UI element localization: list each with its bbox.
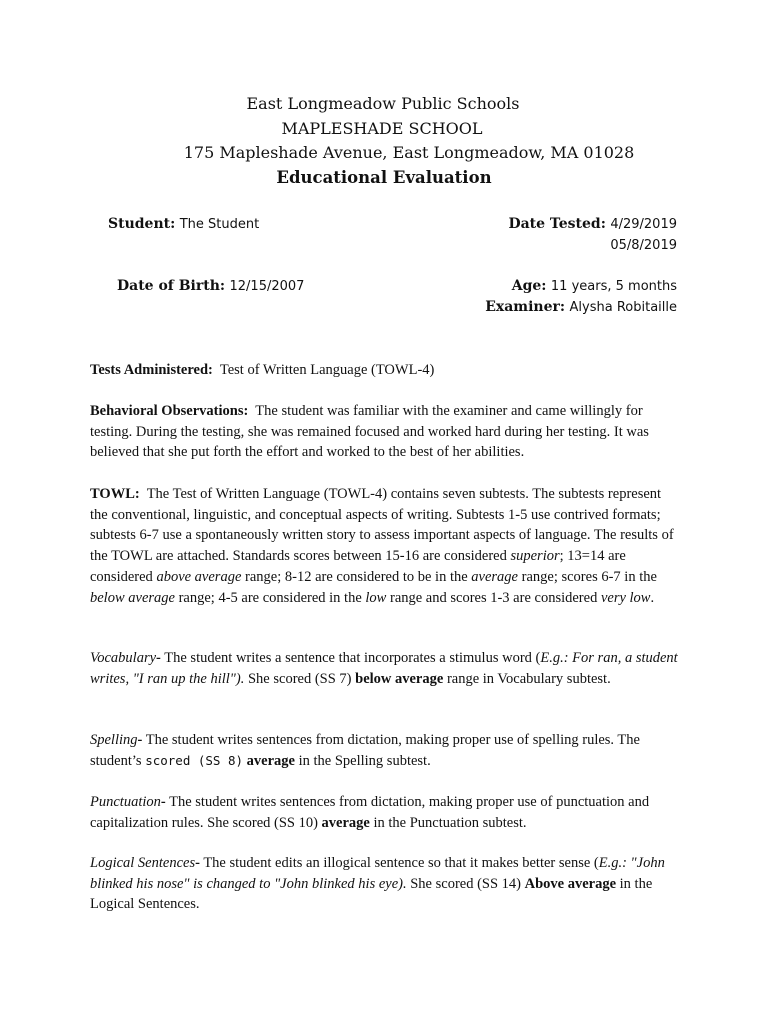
spelling-score: scored (SS 8): [145, 752, 244, 768]
logical-example: E.g.: "John blinked his nose" is changed to "John blinked his eye).: [90, 855, 665, 892]
document-title: Educational Evaluation: [276, 167, 492, 187]
logical-label: Logical Sentences: [90, 855, 196, 871]
student-label: Student:: [108, 216, 176, 232]
spelling-text-1: The student writes sentences from dictation, making proper use of spelling rules. The student’s: [90, 732, 640, 769]
dob-field: [117, 276, 304, 297]
towl-text-7: .: [650, 589, 655, 606]
vocabulary-text-2: She scored (SS 7): [247, 670, 352, 687]
date-tested-value: 4/29/2019: [610, 217, 677, 232]
logical-text-3: in the Logical Sentences.: [90, 875, 653, 913]
tests-value: Test of Written Language (TOWL-4): [219, 362, 435, 378]
punctuation-dash: -: [160, 794, 166, 810]
towl-above-average: above average: [156, 568, 242, 585]
vocabulary-rating: below average: [355, 670, 444, 687]
date-tested-value-2: 05/8/2019: [610, 238, 677, 253]
behavior-label: Behavioral Observations:: [90, 403, 249, 419]
age-examiner-field: [485, 276, 677, 318]
date-tested-field: [508, 214, 677, 256]
towl-paragraph: [90, 484, 680, 608]
school-name: MAPLESHADE SCHOOL: [281, 118, 483, 138]
spelling-paragraph: [90, 730, 680, 771]
vocabulary-example: E.g.: For ran, a student writes, "I ran up the hill").: [90, 650, 678, 687]
towl-average: average: [471, 568, 518, 585]
logical-rating: Above average: [524, 875, 617, 892]
tests-paragraph: [90, 360, 680, 381]
letterhead: [0, 92, 768, 190]
vocabulary-text-1: The student writes a sentence that incorporates a stimulus word (: [164, 650, 541, 666]
logical-paragraph: [90, 853, 680, 915]
logical-dash: -: [195, 855, 200, 871]
behavior-text: The student was familiar with the examiner and came willingly for testing. During the testing, she was remained focused and worked hard during her testing. It was believed that she put forth the effort and worked to the best of her abilities.: [90, 403, 649, 461]
towl-below-average: below average: [90, 589, 175, 606]
punctuation-rating: average: [321, 814, 370, 831]
school-address: 175 Mapleshade Avenue, East Longmeadow, MA 01028: [183, 143, 635, 162]
date-tested-label: Date Tested:: [508, 216, 606, 232]
logical-text-1: The student edits an illogical sentence so that it makes better sense (: [203, 855, 599, 871]
age-label: Age:: [511, 278, 547, 294]
district-name: East Longmeadow Public Schools: [246, 94, 520, 113]
punctuation-text-1: The student writes sentences from dictation, making proper use of punctuation and capitalization rules. She scored (SS 10): [90, 794, 650, 831]
spelling-label: Spelling: [90, 732, 138, 748]
dob-value: 12/15/2007: [229, 279, 305, 294]
age-value: 11 years, 5 months: [550, 279, 677, 294]
spelling-text-2: in the Spelling subtest.: [298, 752, 431, 769]
towl-text-3: range; 8-12 are considered to be in the: [245, 568, 468, 585]
examiner-value: Alysha Robitaille: [569, 300, 677, 315]
punctuation-label: Punctuation: [90, 794, 161, 810]
towl-text-5: range; 4-5 are considered in the: [178, 589, 362, 606]
towl-low: low: [365, 589, 387, 606]
student-value: The Student: [179, 217, 260, 232]
student-field: [108, 214, 259, 235]
dob-label: Date of Birth:: [117, 278, 226, 294]
vocabulary-label: Vocabulary: [90, 650, 157, 666]
vocabulary-text-3: range in Vocabulary subtest.: [446, 670, 611, 687]
towl-superior: superior: [510, 548, 560, 565]
spelling-rating: average: [246, 752, 295, 769]
towl-text-4: range; scores 6-7 in the: [521, 568, 657, 585]
spelling-dash: -: [137, 732, 143, 748]
towl-text-6: range and scores 1-3 are considered: [389, 589, 598, 606]
towl-very-low: very low: [600, 589, 651, 606]
tests-label: Tests Administered:: [90, 362, 213, 378]
towl-text-1: The Test of Written Language (TOWL-4) contains seven subtests. The subtests represent the conventional, linguistic, and conceptual aspects of writing. Subtests 1-5 use contrived formats; subtests 6-7 use a spontaneously written story to assess important aspects of language. The results of the TOWL are attached. Standards scores between 15-16 are considered: [90, 486, 674, 565]
towl-text-2: ; 13=14 are considered: [90, 548, 626, 585]
examiner-label: Examiner:: [485, 299, 566, 315]
logical-text-2: She scored (SS 14): [410, 875, 521, 892]
towl-label: TOWL:: [90, 486, 140, 502]
punctuation-paragraph: [90, 792, 680, 833]
punctuation-text-2: in the Punctuation subtest.: [373, 814, 527, 831]
vocabulary-dash: -: [156, 650, 161, 666]
vocabulary-paragraph: [90, 648, 680, 689]
behavior-paragraph: [90, 401, 680, 463]
